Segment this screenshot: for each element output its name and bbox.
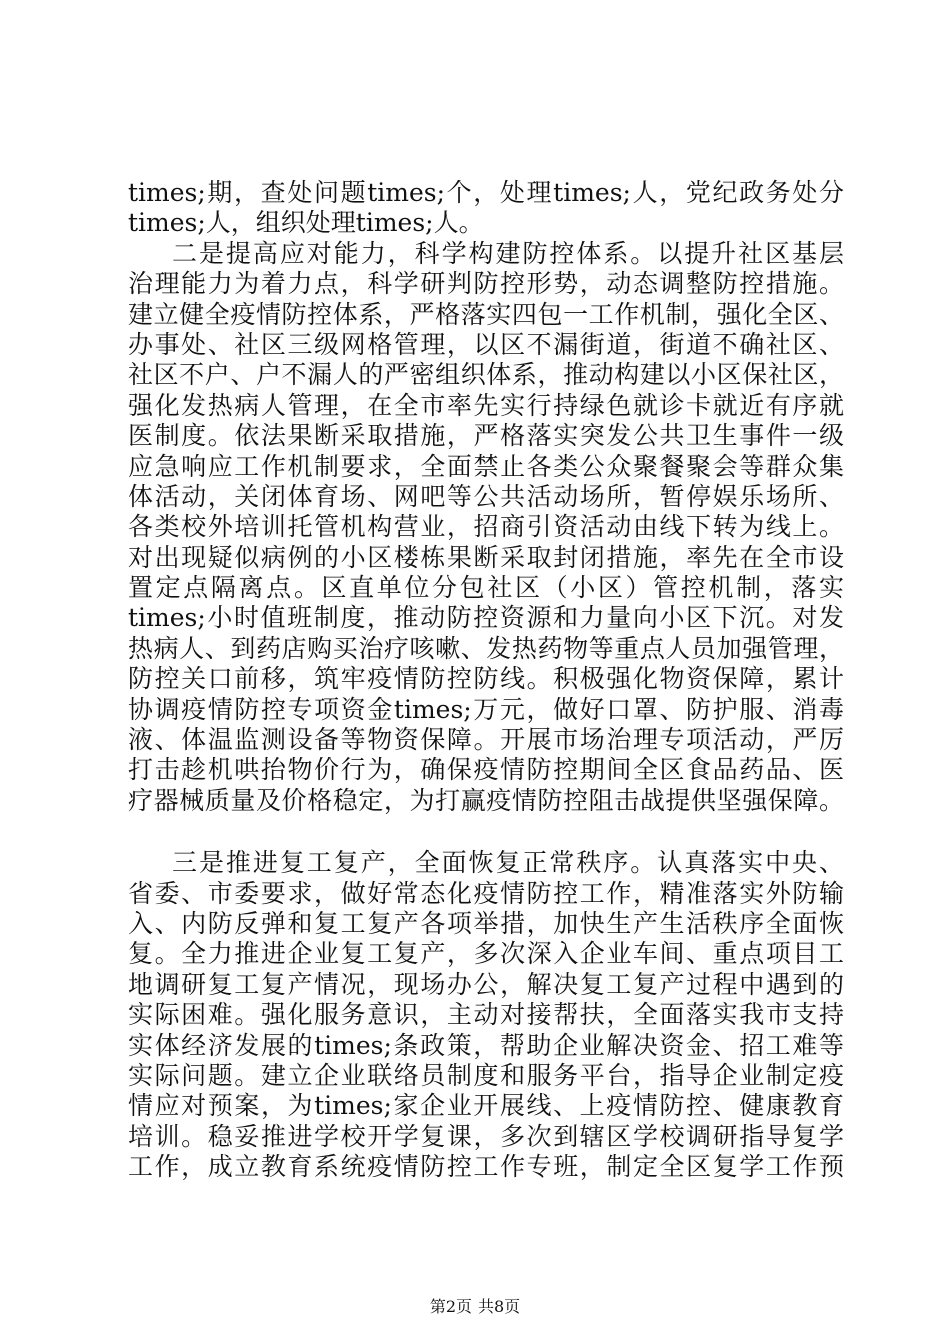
page-number: 第2页 — [429, 1297, 472, 1316]
text-line: 各类校外培训托管机构营业，招商引资活动由线下转为线上。 — [128, 512, 844, 542]
text-line: 实际困难。强化服务意识，主动对接帮扶，全面落实我市支持 — [128, 1000, 844, 1030]
text-line: times;人，组织处理times;人。 — [128, 208, 484, 238]
text-line: times;小时值班制度，推动防控资源和力量向小区下沉。对发 — [128, 603, 844, 633]
text-line: 热病人、到药店购买治疗咳嗽、发热药物等重点人员加强管理， — [128, 633, 844, 663]
page-total: 共8页 — [478, 1297, 521, 1316]
text-line: 工作，成立教育系统疫情防控工作专班，制定全区复学工作预 — [128, 1152, 844, 1182]
text-line: 办事处、社区三级网格管理，以区不漏街道，街道不确社区、 — [128, 329, 844, 359]
text-line: 置定点隔离点。区直单位分包社区（小区）管控机制，落实 — [128, 573, 844, 603]
text-line: 液、体温监测设备等物资保障。开展市场治理专项活动，严厉 — [128, 725, 844, 755]
paragraph-first-line: 二是提高应对能力，科学构建防控体系。以提升社区基层 — [172, 238, 844, 268]
text-line: 地调研复工复产情况，现场办公，解决复工复产过程中遇到的 — [128, 969, 844, 999]
document-body — [128, 178, 844, 1183]
page-footer — [0, 1297, 950, 1317]
text-line: times;期，查处问题times;个，处理times;人，党纪政务处分 — [128, 178, 844, 207]
text-line: 省委、市委要求，做好常态化疫情防控工作，精准落实外防输 — [128, 878, 844, 908]
text-line: 入、内防反弹和复工复产各项举措，加快生产生活秩序全面恢 — [128, 908, 844, 938]
text-line: 治理能力为着力点，科学研判防控形势，动态调整防控措施。 — [128, 269, 844, 299]
text-line: 医制度。依法果断采取措施，严格落实突发公共卫生事件一级 — [128, 421, 844, 451]
text-line: 实体经济发展的times;条政策，帮助企业解决资金、招工难等 — [128, 1030, 844, 1060]
paragraph-gap — [128, 816, 844, 848]
text-line: 体活动，关闭体育场、网吧等公共活动场所，暂停娱乐场所、 — [128, 481, 844, 511]
text-line: 建立健全疫情防控体系，严格落实四包一工作机制，强化全区、 — [128, 299, 844, 329]
paragraph-first-line: 三是推进复工复产，全面恢复正常秩序。认真落实中央、 — [172, 848, 844, 878]
text-line: 实际问题。建立企业联络员制度和服务平台，指导企业制定疫 — [128, 1060, 844, 1090]
text-line: 对出现疑似病例的小区楼栋果断采取封闭措施，率先在全市设 — [128, 542, 844, 572]
text-line: 协调疫情防控专项资金times;万元，做好口罩、防护服、消毒 — [128, 694, 844, 724]
text-line: 培训。稳妥推进学校开学复课，多次到辖区学校调研指导复学 — [128, 1121, 844, 1151]
text-line: 打击趁机哄抬物价行为，确保疫情防控期间全区食品药品、医 — [128, 755, 844, 785]
text-line: 疗器械质量及价格稳定，为打赢疫情防控阻击战提供坚强保障。 — [128, 785, 844, 815]
text-line: 防控关口前移，筑牢疫情防控防线。积极强化物资保障，累计 — [128, 664, 844, 694]
text-line: 复。全力推进企业复工复产，多次深入企业车间、重点项目工 — [128, 939, 844, 969]
text-line: 强化发热病人管理，在全市率先实行持绿色就诊卡就近有序就 — [128, 390, 844, 420]
text-line: 社区不户、户不漏人的严密组织体系，推动构建以小区保社区， — [128, 360, 844, 390]
text-line: 情应对预案，为times;家企业开展线、上疫情防控、健康教育 — [128, 1091, 844, 1121]
text-line: 应急响应工作机制要求，全面禁止各类公众聚餐聚会等群众集 — [128, 451, 844, 481]
